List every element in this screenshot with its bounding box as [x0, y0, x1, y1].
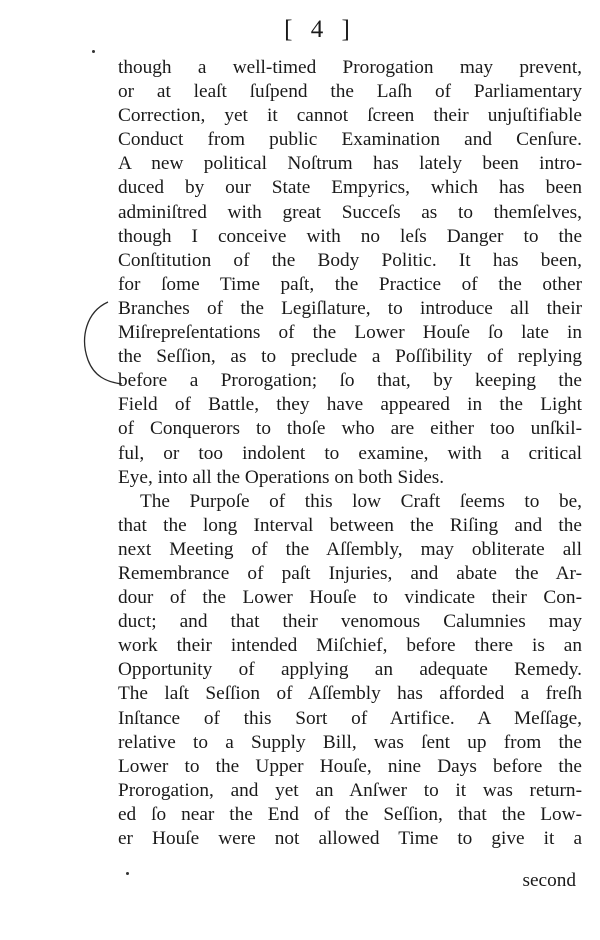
text-line: duced by our State Empyrics, which has been: [118, 177, 582, 199]
text-line: Miſrepreſentations of the Lower Houſe ſo late in: [118, 322, 582, 344]
text-line: dour of the Lower Houſe to vindicate their Con-: [118, 587, 582, 609]
text-line: Branches of the Legiſlature, to introduce all their: [118, 297, 582, 319]
text-line: next Meeting of the Aſſembly, may obliterate all: [118, 538, 582, 560]
text-line: of Conquerors to thoſe who are either too unſkil-: [118, 418, 582, 440]
text-line: Eye, into all the Operations on both Sides.: [118, 466, 445, 488]
text-line: Correction, yet it cannot ſcreen their unjuſtifiable: [118, 105, 582, 127]
text-line: Conduct from public Examination and Cenſure.: [118, 129, 582, 151]
text-line: work their intended Miſchief, before there is an: [118, 635, 582, 657]
catchword: second: [522, 870, 576, 891]
text-line: ful, or too indolent to examine, with a critical: [118, 442, 582, 464]
text-line: that the long Interval between the Riſing and the: [118, 514, 582, 536]
text-line: Lower to the Upper Houſe, nine Days before the: [118, 755, 582, 777]
text-line: The Purpoſe of this low Craft ſeems to be,: [140, 490, 582, 512]
text-line: Opportunity of applying an adequate Remedy.: [118, 659, 582, 681]
text-line: or at leaſt ſuſpend the Laſh of Parliamentary: [118, 81, 582, 103]
text-line: er Houſe were not allowed Time to give it a: [118, 828, 582, 849]
stray-mark: [126, 872, 129, 875]
text-line: for ſome Time paſt, the Practice of the other: [118, 273, 582, 295]
text-line: ed ſo near the End of the Seſſion, that the Low-: [118, 803, 582, 825]
text-line: adminiſtred with great Succeſs as to themſelves,: [118, 201, 582, 223]
text-line: Inſtance of this Sort of Artifice. A Meſſage,: [118, 707, 582, 729]
text-line: A new political Noſtrum has lately been intro-: [118, 153, 582, 175]
text-line: Conſtitution of the Body Politic. It has been,: [118, 249, 582, 271]
body-text: [118, 56, 582, 851]
text-line: though a well-timed Prorogation may prevent,: [118, 57, 582, 78]
text-line: The laſt Seſſion of Aſſembly has afforded a freſh: [118, 683, 582, 705]
text-line: duct; and that their venomous Calumnies may: [118, 611, 582, 633]
text-line: though I conceive with no leſs Danger to the: [118, 225, 582, 247]
text-line: Prorogation, and yet an Anſwer to it was return-: [118, 779, 582, 801]
text-line: Remembrance of paſt Injuries, and abate the Ar-: [118, 562, 582, 584]
stray-mark: [92, 50, 95, 53]
text-line: before a Prorogation; ſo that, by keeping the: [118, 370, 582, 392]
text-line: the Seſſion, as to preclude a Poſſibility of replying: [118, 346, 582, 368]
text-line: Field of Battle, they have appeared in the Light: [118, 394, 582, 416]
page-number: [ 4 ]: [284, 16, 356, 43]
text-line: relative to a Supply Bill, was ſent up from the: [118, 731, 582, 753]
